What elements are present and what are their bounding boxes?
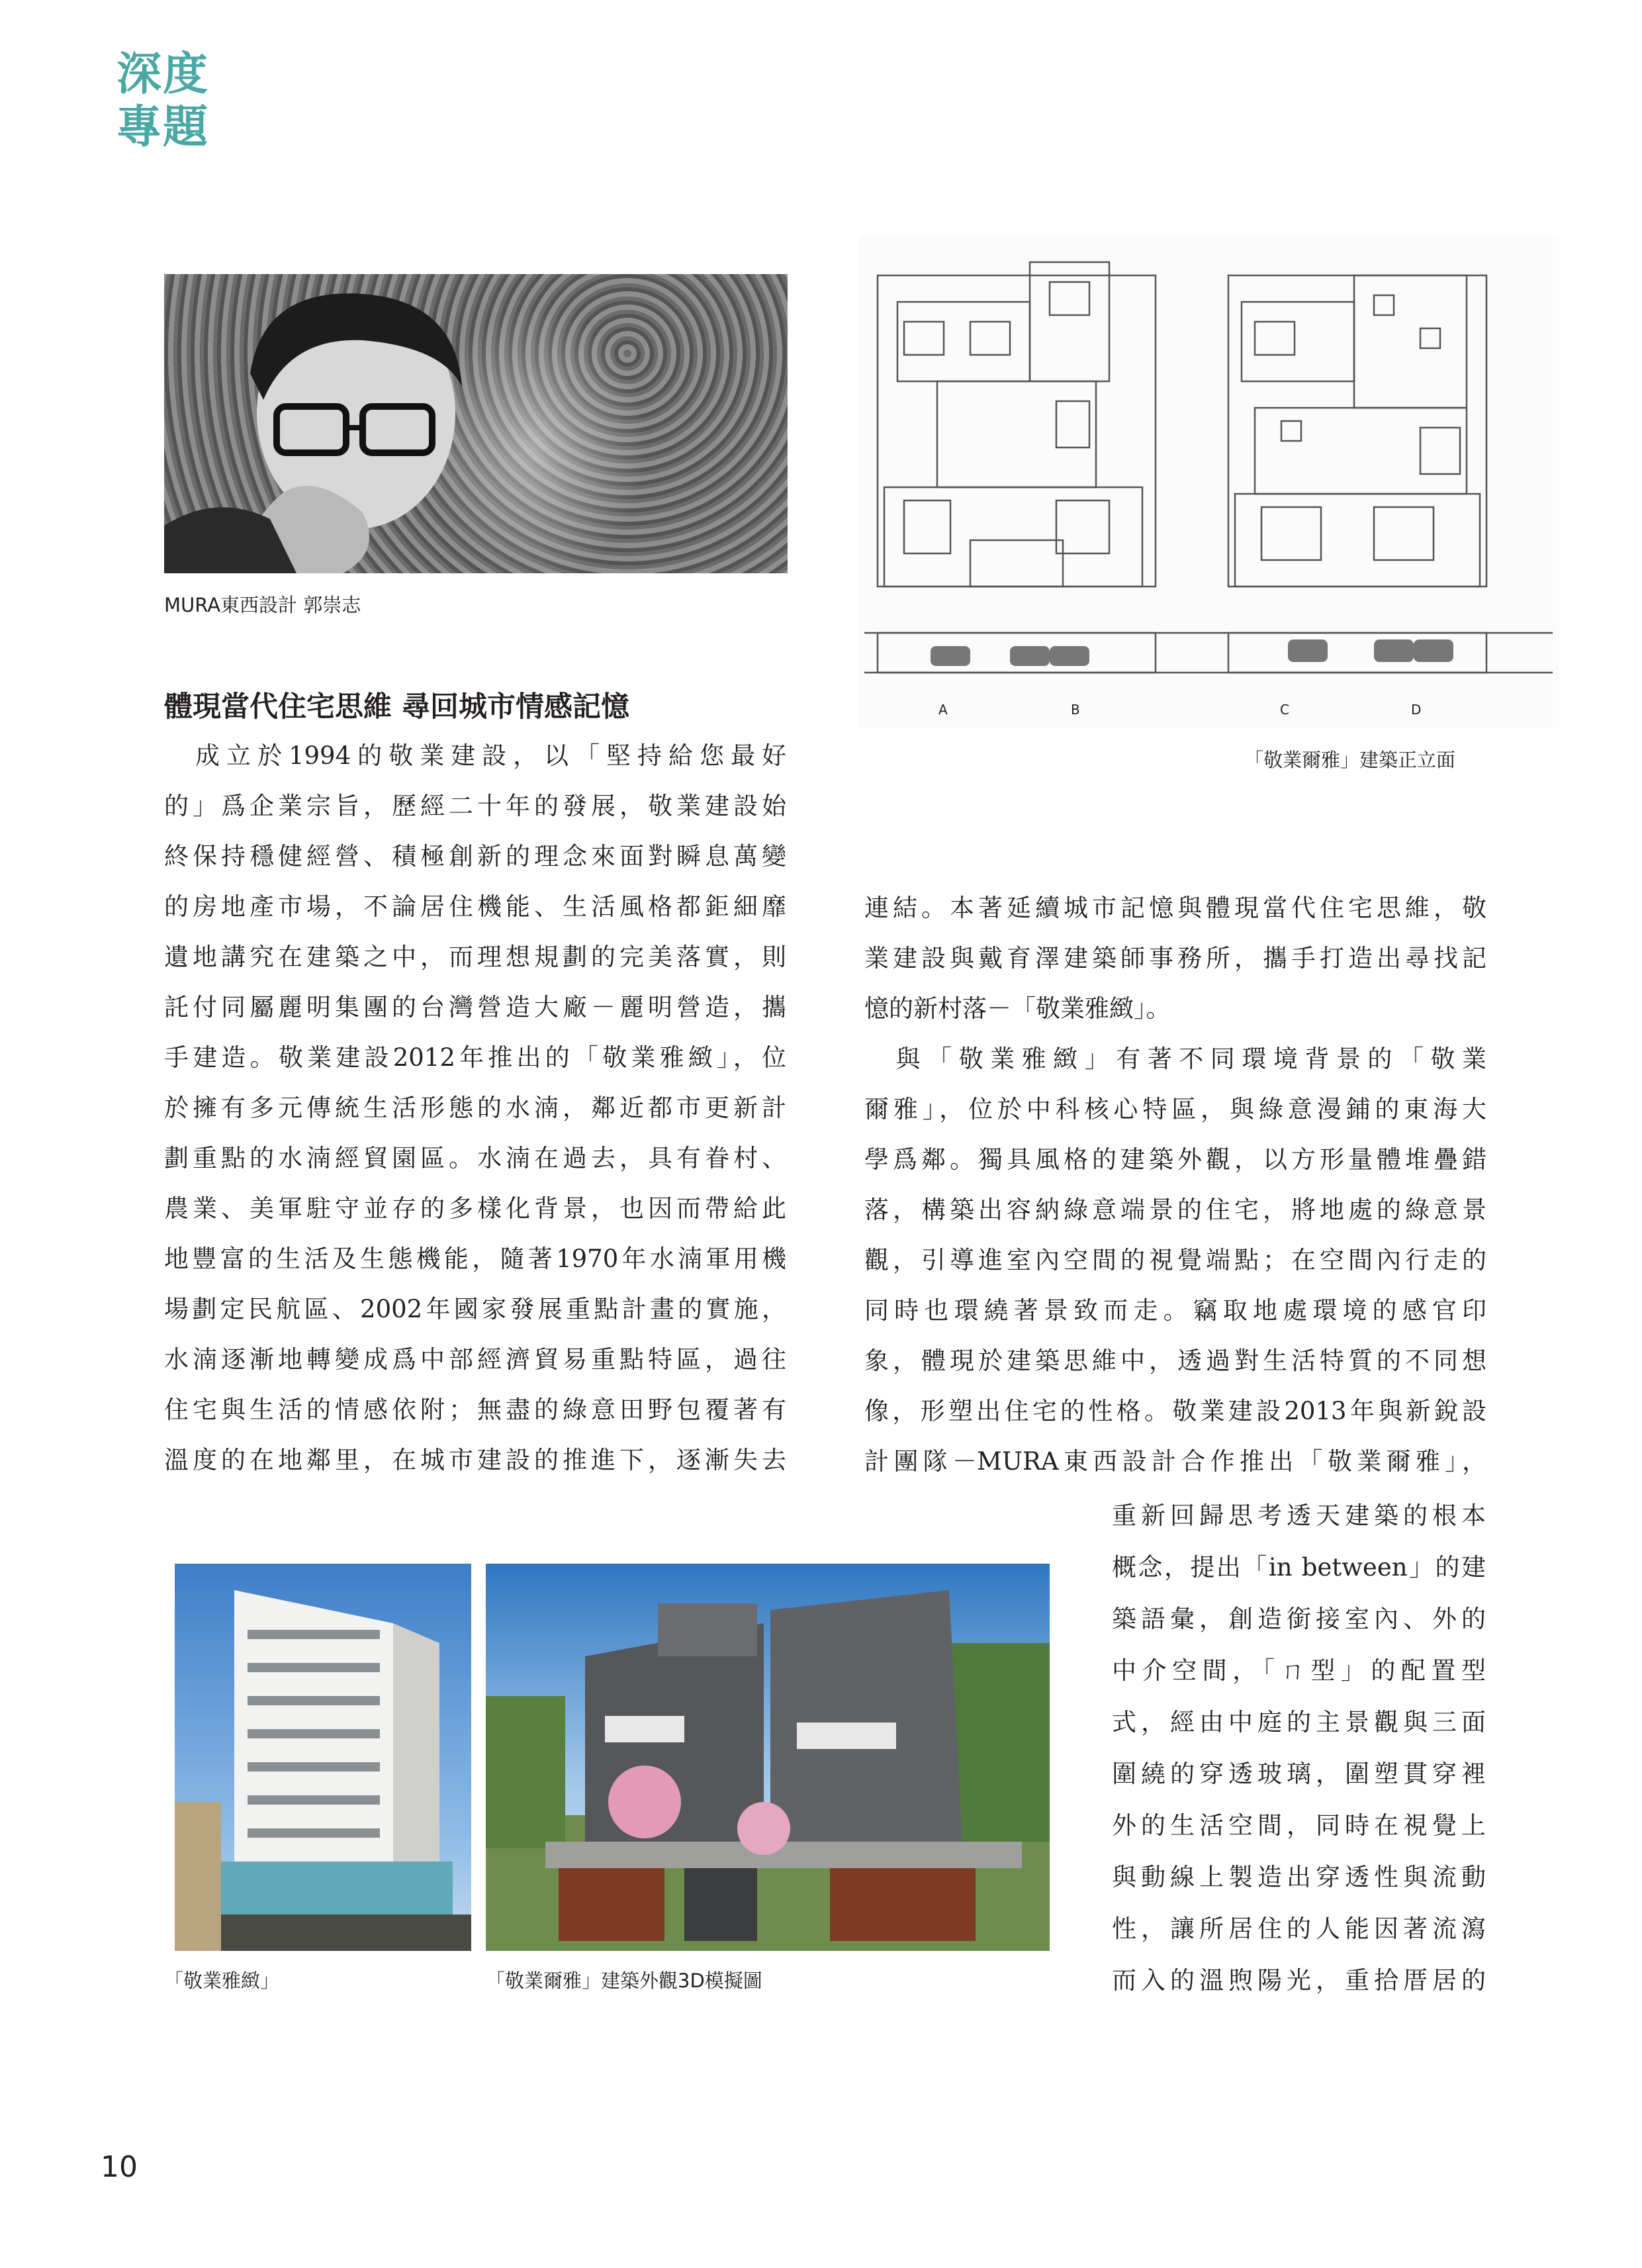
body-line: 手建造。敬業建設2012年推出的「敬業雅緻」，位 <box>164 1043 786 1072</box>
elevation-caption: 「敬業爾雅」建築正立面 <box>1244 749 1456 771</box>
elevation-lineart <box>858 236 1559 728</box>
body-line: 水湳逐漸地轉變成爲中部經濟貿易重點特區，過往 <box>164 1345 786 1374</box>
body-line: 概念，提出「in between」的建 <box>1112 1553 1486 1582</box>
body-line: 的房地產市場，不論居住機能、生活風格都鉅細靡 <box>164 892 786 921</box>
article-narrow-column <box>1112 1499 1486 2015</box>
body-line: 託付同屬麗明集團的台灣營造大廠－麗明營造，攜 <box>164 993 786 1021</box>
body-line: 遺地講究在建築之中，而理想規劃的完美落實，則 <box>164 943 786 971</box>
section-label-line2: 專題 <box>116 101 210 154</box>
portrait-figure <box>164 274 788 573</box>
elevation-label-d: D <box>1411 702 1422 718</box>
body-line: 終保持穩健經營、積極創新的理念來面對瞬息萬變 <box>164 842 786 871</box>
body-line: 的」爲企業宗旨，歷經二十年的發展，敬業建設始 <box>164 792 786 820</box>
body-line: 築語彙，創造銜接室內、外的 <box>1112 1605 1486 1633</box>
body-line: 象，體現於建築思維中，透過對生活特質的不同想 <box>864 1347 1486 1375</box>
body-line: 中介空間，「ㄇ型」的配置型 <box>1112 1656 1486 1685</box>
page-number: 10 <box>101 2150 138 2184</box>
tower-photo <box>175 1564 471 1951</box>
body-line: 學爲鄰。獨具風格的建築外觀，以方形量體堆疊錯 <box>864 1145 1486 1174</box>
body-line: 地豐富的生活及生態機能，隨著1970年水湳軍用機 <box>164 1245 786 1273</box>
body-line: 外的生活空間，同時在視覺上 <box>1112 1811 1486 1840</box>
render-caption: 「敬業爾雅」建築外觀3D模擬圖 <box>486 1969 762 1992</box>
portrait-caption: MURA東西設計 郭崇志 <box>164 594 361 616</box>
body-line: 憶的新村落－「敬業雅緻」。 <box>864 994 1171 1023</box>
article-left-column <box>164 739 786 1493</box>
body-line: 於擁有多元傳統生活形態的水湳，鄰近都市更新計 <box>164 1094 786 1122</box>
render-photo <box>486 1564 1050 1951</box>
body-line: 與動線上製造出穿透性與流動 <box>1112 1863 1486 1891</box>
body-line: 性，讓所居住的人能因著流瀉 <box>1112 1914 1486 1943</box>
elevation-label-c: C <box>1280 702 1289 718</box>
body-line: 與「敬業雅緻」有著不同環境背景的「敬業 <box>864 1045 1486 1073</box>
body-line: 而入的溫煦陽光，重拾厝居的 <box>1112 1966 1486 1995</box>
body-line: 農業、美軍駐守並存的多樣化背景，也因而帶給此 <box>164 1194 786 1223</box>
render-building <box>486 1564 1050 1951</box>
body-line: 計團隊－MURA東西設計合作推出「敬業爾雅」， <box>864 1447 1486 1476</box>
body-line: 爾雅」，位於中科核心特區，與綠意漫鋪的東海大 <box>864 1095 1486 1123</box>
body-line: 場劃定民航區、2002年國家發展重點計畫的實施， <box>164 1295 786 1323</box>
section-label <box>116 48 236 154</box>
body-line: 同時也環繞著景致而走。竊取地處環境的感官印 <box>864 1296 1486 1325</box>
body-line: 觀，引導進室內空間的視覺端點；在空間內行走的 <box>864 1246 1486 1274</box>
body-line: 劃重點的水湳經貿園區。水湳在過去，具有眷村、 <box>164 1144 786 1172</box>
elevation-label-a: A <box>938 702 948 718</box>
tower-caption: 「敬業雅緻」 <box>164 1969 280 1992</box>
body-line: 住宅與生活的情感依附；無盡的綠意田野包覆著有 <box>164 1395 786 1424</box>
article-heading: 體現當代住宅思維 尋回城市情感記憶 <box>164 690 629 724</box>
portrait-photo <box>164 274 788 573</box>
body-line: 成立於1994的敬業建設，以「堅持給您最好 <box>164 741 786 770</box>
body-line: 圍繞的穿透玻璃，圍塑貫穿裡 <box>1112 1760 1486 1788</box>
tower-building <box>175 1564 471 1951</box>
body-line: 重新回歸思考透天建築的根本 <box>1112 1501 1486 1530</box>
body-line: 落，構築出容納綠意端景的住宅，將地處的綠意景 <box>864 1196 1486 1224</box>
body-line: 連結。本著延續城市記憶與體現當代住宅思維，敬 <box>864 894 1486 922</box>
section-label-line1: 深度 <box>116 48 210 101</box>
body-line: 式，經由中庭的主景觀與三面 <box>1112 1708 1486 1736</box>
body-line: 業建設與戴育澤建築師事務所，攜手打造出尋找記 <box>864 944 1486 972</box>
article-right-column <box>864 891 1486 1495</box>
body-line: 溫度的在地鄰里，在城市建設的推進下，逐漸失去 <box>164 1446 786 1474</box>
body-line: 像，形塑出住宅的性格。敬業建設2013年與新銳設 <box>864 1397 1486 1425</box>
elevation-drawing <box>858 236 1559 728</box>
elevation-label-b: B <box>1071 702 1080 718</box>
